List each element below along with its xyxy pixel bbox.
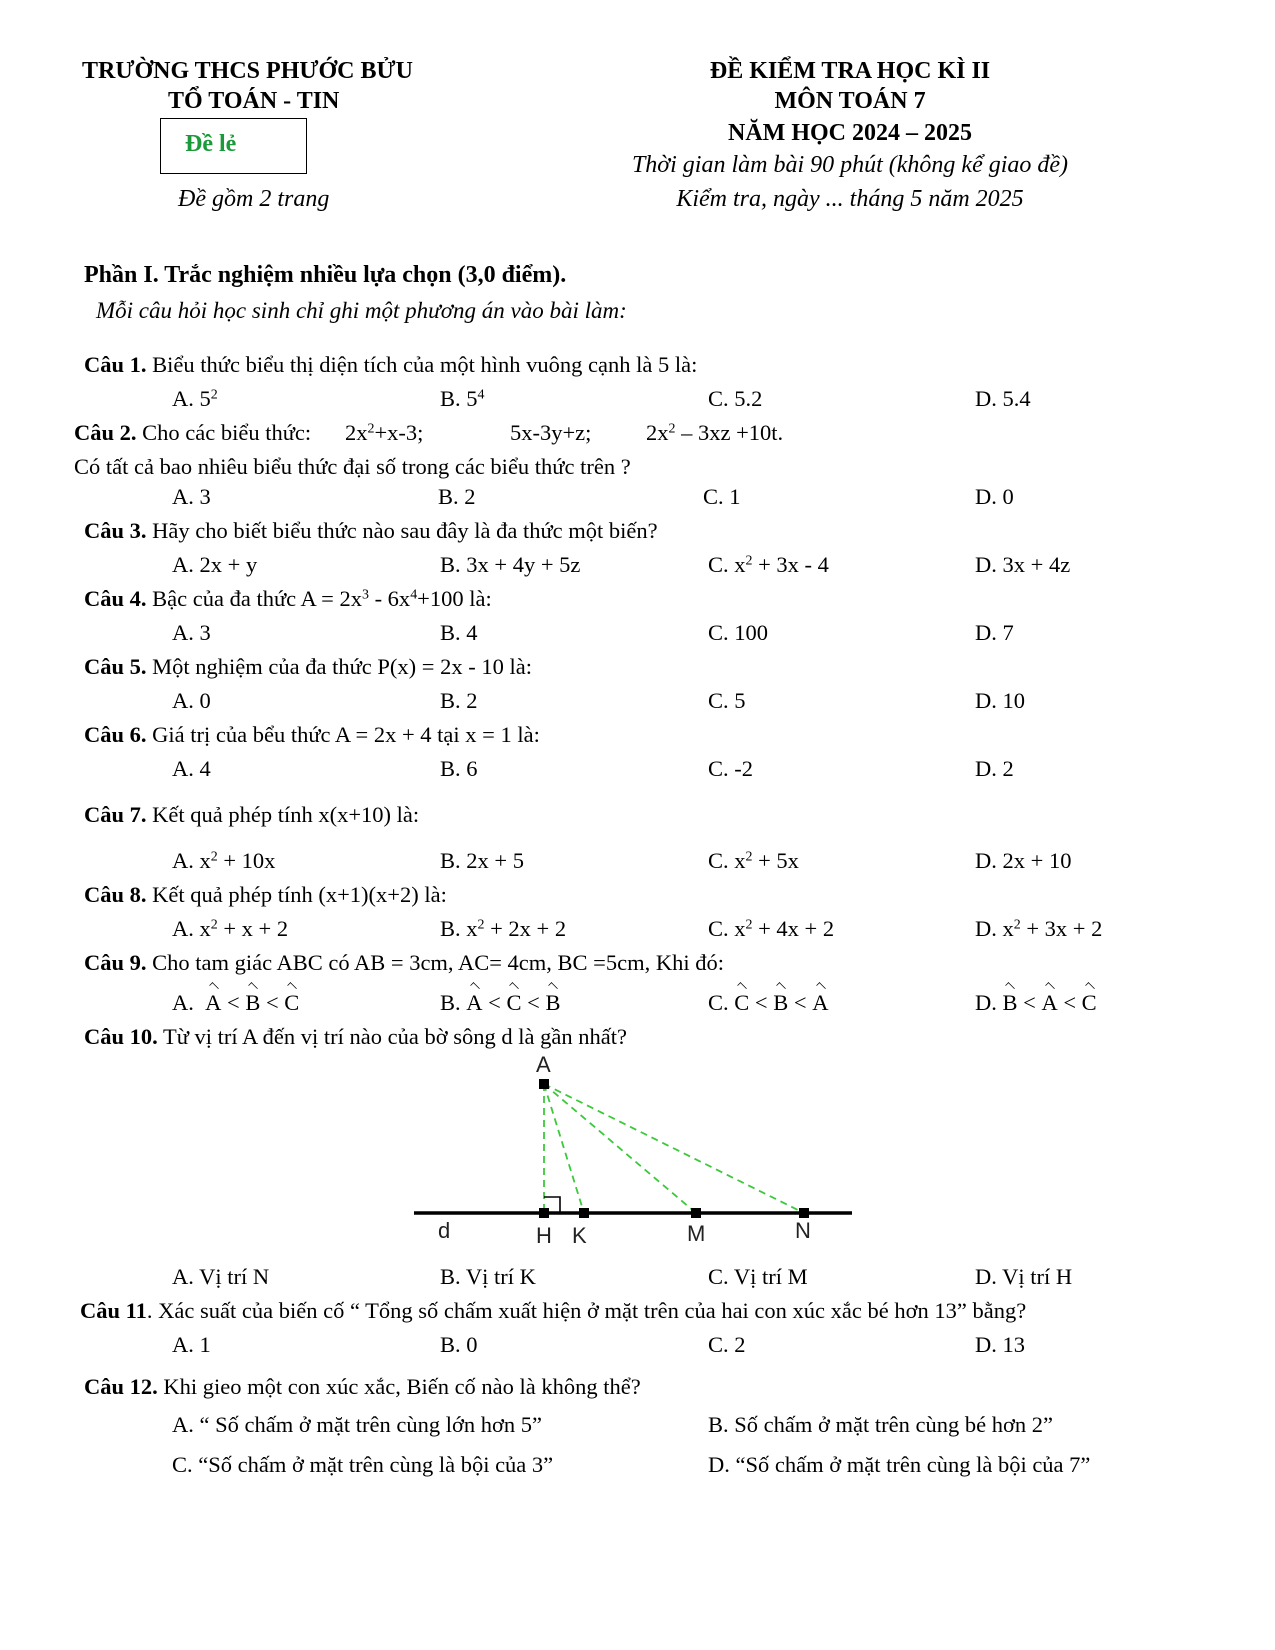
question-2-line-2: Có tất cả bao nhiêu biểu thức đại số trong các biểu thức trên ? — [74, 454, 631, 479]
question-1-text: Biểu thức biểu thị diện tích của một hình vuông cạnh là 5 là: — [146, 352, 698, 377]
question-11-option-c: C. 2 — [708, 1332, 746, 1357]
question-5-option-a: A. 0 — [172, 688, 211, 713]
question-4: Câu 4. Bậc của đa thức $A = 2x^3 - 6x^4+100$ là: — [84, 586, 492, 611]
question-3-option-a: A. 2x + y — [172, 552, 258, 577]
point-k-label: K — [572, 1223, 587, 1248]
question-7-text: Kết quả phép tính x(x+10) là: — [146, 802, 420, 827]
question-3-text: Hãy cho biết biểu thức nào sau đây là đa thức một biến? — [146, 518, 658, 543]
question-4-option-b: B. 4 — [440, 620, 478, 645]
question-8-option-a: A. $x^2 + x + 2$ — [172, 916, 289, 941]
question-9-option-c: C. C < B < A — [708, 990, 829, 1015]
question-4-label: Câu 4. — [84, 586, 147, 611]
question-5-option-c: C. 5 — [708, 688, 746, 713]
question-3-option-d: D. 3x + 4z — [975, 552, 1071, 577]
question-3-label: Câu 3. — [84, 518, 147, 543]
question-1-option-d: D. 5.4 — [975, 386, 1031, 411]
question-1-option-b: B. $5^4$ — [440, 386, 485, 411]
point-h-label: H — [536, 1223, 552, 1248]
question-12-option-a: A. “ Số chấm ở mặt trên cùng lớn hơn 5” — [172, 1412, 542, 1437]
question-6-label: Câu 6. — [84, 722, 147, 747]
question-2-option-b: B. 2 — [438, 484, 476, 509]
question-1-label: Câu 1. — [84, 352, 147, 377]
question-12-option-c: C. “Số chấm ở mặt trên cùng là bội của 3” — [172, 1452, 554, 1477]
date-note: Kiểm tra, ngày ... tháng 5 năm 2025 — [676, 186, 1024, 212]
point-k-marker — [579, 1208, 589, 1218]
question-4-option-c: C. 100 — [708, 620, 769, 645]
question-10 — [84, 1024, 627, 1050]
question-9-option-a: A. A < B < C — [172, 990, 300, 1015]
point-m-marker — [691, 1208, 701, 1218]
question-11-option-b: B. 0 — [440, 1332, 478, 1357]
question-8-label: Câu 8. — [84, 882, 147, 907]
page-count-note: Đề gồm 2 trang — [178, 186, 330, 212]
question-9-text: Cho tam giác ABC có AB = 3cm, AC= 4cm, BC =5cm, Khi đó: — [146, 950, 724, 975]
question-6-text: Giá trị của bểu thức A = 2x + 4 tại x = 1 là: — [146, 722, 540, 747]
question-3-option-c: C. $x^2 + 3x - 4$ — [708, 552, 829, 577]
point-n-label: N — [795, 1218, 811, 1243]
question-11-option-d: D. 13 — [975, 1332, 1025, 1357]
question-7-option-a: A. $x^2 + 10x$ — [172, 848, 276, 873]
question-10-option-b: B. Vị trí K — [440, 1264, 536, 1289]
point-a-marker — [539, 1079, 549, 1089]
question-2-text: Cho các biểu thức: — [136, 420, 312, 445]
question-10-option-d: D. Vị trí H — [975, 1264, 1073, 1289]
question-8-text: Kết quả phép tính (x+1)(x+2) là: — [146, 882, 447, 907]
question-8-option-b: B. $x^2 + 2x + 2$ — [440, 916, 567, 941]
question-2-expr-3: $2x^2 - 3xz +10t$. — [646, 420, 784, 445]
question-12-text: Khi gieo một con xúc xắc, Biến cố nào là không thể? — [157, 1374, 641, 1399]
question-12-label: Câu 12. — [84, 1374, 158, 1399]
question-9-option-b: B. A < C < B — [440, 990, 561, 1015]
question-9-option-d: D. B < A < C — [975, 990, 1097, 1015]
question-3 — [84, 518, 658, 544]
question-6-option-d: D. 2 — [975, 756, 1014, 781]
school-year: NĂM HỌC 2024 – 2025 — [728, 120, 972, 146]
question-2 — [74, 420, 311, 446]
question-8-option-d: D. $x^2 + 3x + 2$ — [975, 916, 1103, 941]
question-10-option-c: C. Vị trí M — [708, 1264, 808, 1289]
point-a-label: A — [536, 1052, 551, 1077]
question-12 — [84, 1374, 641, 1400]
question-10-text: Từ vị trí A đến vị trí nào của bờ sông d là gần nhất? — [157, 1024, 627, 1049]
part1-title: Phần I. Trắc nghiệm nhiều lựa chọn (3,0 điểm). — [84, 262, 567, 288]
time-note: Thời gian làm bài 90 phút (không kể giao đề) — [631, 152, 1069, 178]
question-8 — [84, 882, 447, 908]
question-1-option-c: C. 5.2 — [708, 386, 763, 411]
question-5 — [84, 654, 532, 680]
question-9 — [84, 950, 724, 976]
department-name: TỔ TOÁN - TIN — [168, 88, 340, 114]
point-h-marker — [539, 1208, 549, 1218]
part1-instruction: Mỗi câu hỏi học sinh chỉ ghi một phương án vào bài làm: — [96, 298, 627, 323]
question-2-label: Câu 2. — [74, 420, 137, 445]
exam-subject: MÔN TOÁN 7 — [774, 88, 926, 114]
question-5-text: Một nghiệm của đa thức P(x) = 2x - 10 là: — [146, 654, 532, 679]
question-12-option-d: D. “Số chấm ở mặt trên cùng là bội của 7” — [708, 1452, 1091, 1477]
question-7-label: Câu 7. — [84, 802, 147, 827]
question-11-text: . Xác suất của biến cố “ Tổng số chấm xuất hiện ở mặt trên của hai con xúc xắc bé hơn 13” bằng? — [146, 1298, 1027, 1323]
question-7 — [84, 802, 419, 828]
question-10-option-a: A. Vị trí N — [172, 1264, 270, 1289]
question-7-option-b: B. 2x + 5 — [440, 848, 524, 873]
question-2-expr-1: $2x^2+x-3$; — [345, 420, 424, 445]
point-m-label: M — [687, 1221, 706, 1246]
question-11-option-a: A. 1 — [172, 1332, 211, 1357]
river-diagram — [400, 1050, 870, 1270]
point-n-marker — [799, 1208, 809, 1218]
segment-ak — [544, 1084, 584, 1213]
question-5-option-d: D. 10 — [975, 688, 1025, 713]
question-6-option-a: A. 4 — [172, 756, 211, 781]
question-5-option-b: B. 2 — [440, 688, 478, 713]
question-5-label: Câu 5. — [84, 654, 147, 679]
question-7-option-c: C. $x^2 + 5x$ — [708, 848, 799, 873]
question-2-expr-2: 5x-3y+z; — [510, 420, 592, 445]
question-1-option-a: A. $5^2$ — [172, 386, 218, 411]
question-6 — [84, 722, 540, 748]
question-4-option-a: A. 3 — [172, 620, 211, 645]
question-11-label: Câu 11 — [80, 1298, 147, 1323]
question-2-option-d: D. 0 — [975, 484, 1014, 509]
question-6-option-b: B. 6 — [440, 756, 478, 781]
exam-title: ĐỀ KIỂM TRA HỌC KÌ II — [709, 58, 991, 84]
question-9-label: Câu 9. — [84, 950, 147, 975]
question-1 — [84, 352, 697, 378]
exam-version-label: Đề lẻ — [185, 131, 237, 157]
question-3-option-b: B. 3x + 4y + 5z — [440, 552, 581, 577]
question-2-option-a: A. 3 — [172, 484, 211, 509]
line-d-label: d — [438, 1218, 451, 1243]
question-11 — [80, 1298, 1026, 1324]
question-8-option-c: C. $x^2 + 4x + 2$ — [708, 916, 835, 941]
question-12-option-b: B. Số chấm ở mặt trên cùng bé hơn 2” — [708, 1412, 1053, 1437]
exam-version-box — [160, 118, 307, 174]
school-name: TRƯỜNG THCS PHƯỚC BỬU — [82, 58, 413, 84]
question-7-option-d: D. 2x + 10 — [975, 848, 1072, 873]
question-10-label: Câu 10. — [84, 1024, 158, 1049]
question-6-option-c: C. -2 — [708, 756, 753, 781]
question-2-option-c: C. 1 — [703, 484, 741, 509]
question-4-option-d: D. 7 — [975, 620, 1014, 645]
